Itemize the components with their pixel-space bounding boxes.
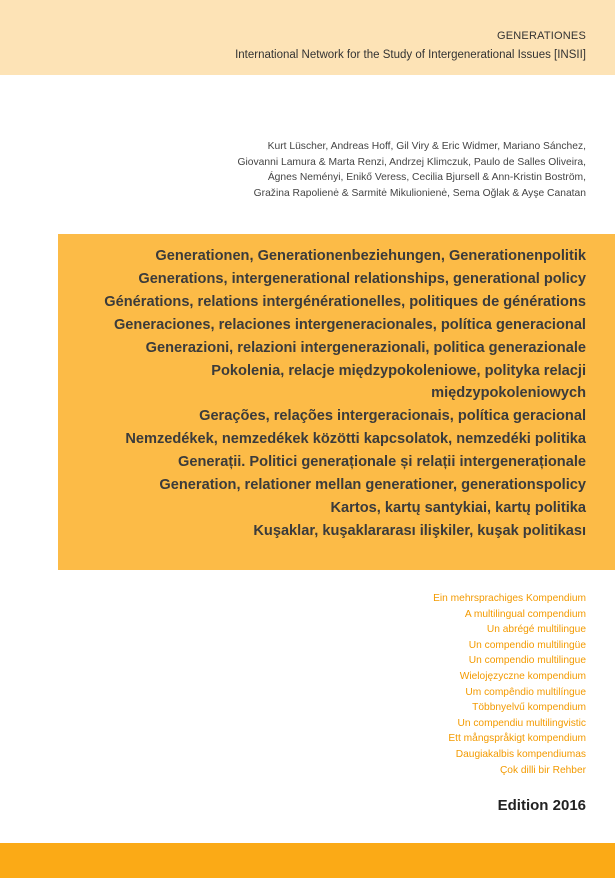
subtitle-line: Daugiakalbis kompendiumas [455, 748, 586, 760]
author-line: Giovanni Lamura & Marta Renzi, Andrzej Klimczuk, Paulo de Salles Oliveira, [237, 156, 586, 168]
subtitle-line: A multilingual compendium [464, 608, 586, 620]
title-line-es: Generaciones, relaciones intergeneracionales, política generacional [113, 316, 586, 333]
title-line-ro: Generații. Politici generaționale și relații intergeneraționale [178, 454, 586, 471]
title-line-pl: Pokolenia, relacje międzypokoleniowe, polityka relacji [211, 362, 586, 379]
org-name: GENERATIONES [497, 30, 586, 42]
title-line-de: Generationen, Generationenbeziehungen, Generationenpolitik [155, 248, 586, 264]
title-line-en: Generations, intergenerational relationships, generational policy [138, 270, 586, 287]
title-line-pl-cont: międzypokoleniowych [431, 385, 586, 402]
title-line-tr: Kuşaklar, kuşaklararası ilişkiler, kuşak politikası [253, 522, 586, 539]
title-list [66, 245, 586, 543]
footer-band [0, 843, 615, 878]
title-line-lt: Kartos, kartų santykiai, kartų politika [330, 499, 586, 516]
author-list [66, 139, 586, 201]
subtitle-line: Un abrégé multilingue [486, 624, 586, 636]
subtitle-line: Többnyelvű kompendium [472, 702, 586, 714]
subtitle-line: Un compendio multilingue [468, 655, 586, 667]
title-line-sv: Generation, relationer mellan generationer, generationspolicy [159, 477, 586, 494]
edition-label: Edition 2016 [497, 797, 586, 814]
subtitle-list [286, 591, 586, 778]
author-line: Gražina Rapolienė & Sarmitė Mikulionienė, Sema Oğlak & Ayşe Canatan [253, 187, 586, 199]
subtitle-line: Ett mångspråkigt kompendium [448, 733, 586, 745]
author-line: Kurt Lüscher, Andreas Hoff, Gil Viry & Eric Widmer, Mariano Sánchez, [267, 141, 586, 152]
subtitle-line: Um compêndio multilíngue [465, 686, 586, 698]
title-line-pt: Gerações, relações intergeracionais, política geracional [199, 408, 586, 425]
subtitle-line: Un compendiu multilingvistic [457, 717, 586, 729]
author-line: Ágnes Neményi, Enikő Veress, Cecilia Bjursell & Ann-Kristin Boström, [267, 172, 586, 183]
subtitle-line: Un compendio multilingüe [468, 639, 586, 651]
subtitle-line: Wielojęzyczne kompendium [459, 670, 586, 682]
subtitle-line: Ein mehrsprachiges Kompendium [433, 593, 586, 604]
subtitle-line: Çok dilli bir Rehber [499, 764, 586, 776]
org-full-name: International Network for the Study of Intergenerational Issues [INSII] [235, 49, 586, 61]
title-line-it: Generazioni, relazioni intergenerazionali, politica generazionale [145, 339, 586, 356]
title-line-fr: Générations, relations intergénérationelles, politiques de générations [104, 293, 586, 310]
title-line-hu: Nemzedékek, nemzedékek közötti kapcsolatok, nemzedéki politika [125, 431, 586, 448]
